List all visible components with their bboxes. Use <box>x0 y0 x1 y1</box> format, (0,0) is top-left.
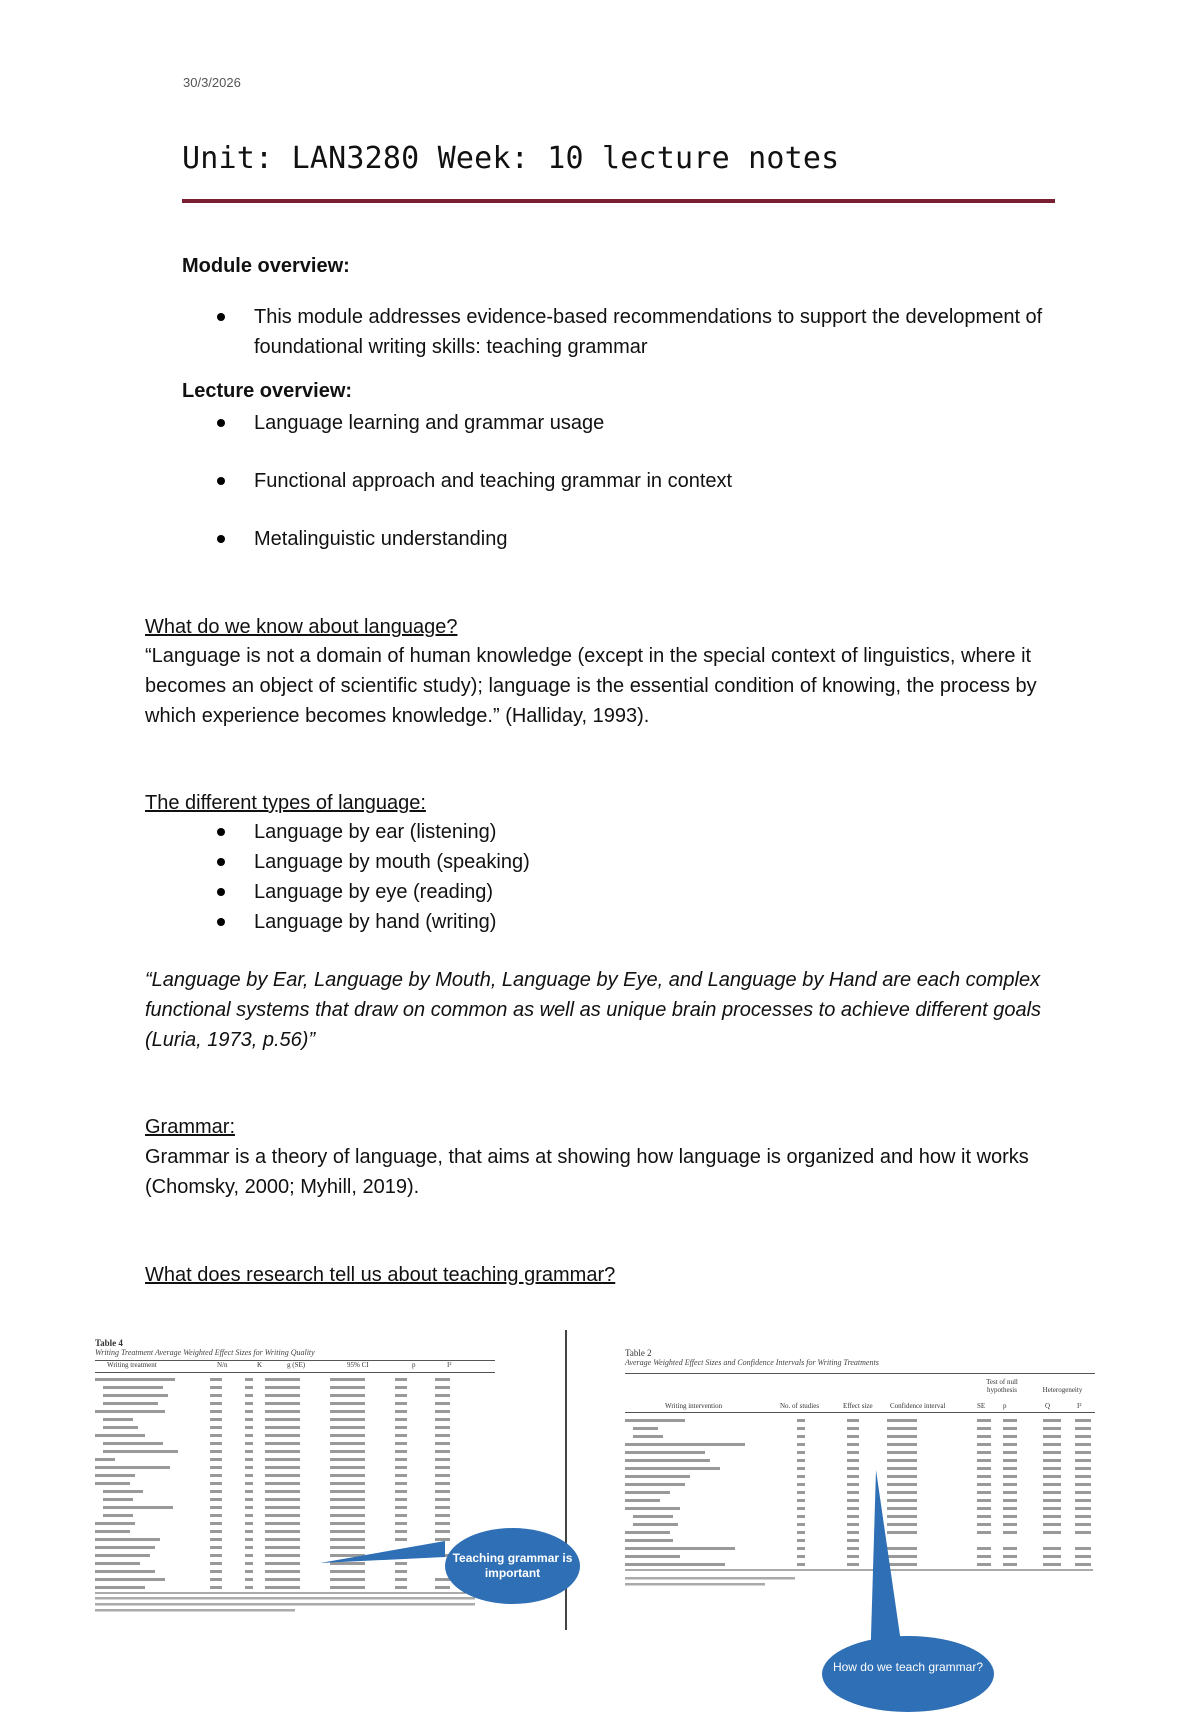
grammar-definition: Grammar is a theory of language, that aims at showing how language is organized and how it works (Chomsky, 2000; Myhill, 2019). <box>145 1146 1029 1198</box>
table-header-row: Test of null hypothesis Heterogeneity Writing intervention No. of studies Effect size Confidence interval SE p Q I² <box>625 1373 1095 1412</box>
list-item: This module addresses evidence-based recommendations to support the development of foundational writing skills: teaching grammar <box>182 302 1052 362</box>
table-body-rows <box>95 1375 495 1615</box>
list-item: Language by hand (writing) <box>182 907 1052 937</box>
table-caption: Writing Treatment Average Weighted Effect Sizes for Writing Quality <box>95 1348 315 1357</box>
table-header-row: Writing treatment N/n K g (SE) 95% CI p I² <box>95 1360 495 1373</box>
table-label: Table 2 <box>625 1348 652 1358</box>
halliday-quote: “Language is not a domain of human knowledge (except in the special context of linguistics, where it becomes an object of scientific study); language is the essential condition of knowing, the process by which experience becomes knowledge.” (Halliday, 1993). <box>145 645 1037 727</box>
know-language-heading: What do we know about language? <box>145 616 458 638</box>
lecture-overview-heading: Lecture overview: <box>182 380 353 402</box>
luria-quote: “Language by Ear, Language by Mouth, Language by Eye, and Language by Hand are each complex functional systems that draw on common as well as unique brain processes to achieve different goals (Luria, 1973, p.56)” <box>145 969 1042 1051</box>
table-label: Table 4 <box>95 1338 123 1348</box>
list-item: Language learning and grammar usage <box>182 408 1052 438</box>
list-item: Language by mouth (speaking) <box>182 847 1052 877</box>
list-item: Language by ear (listening) <box>182 817 1052 847</box>
document-date: 30/3/2026 <box>183 75 241 90</box>
list-item: Metalinguistic understanding <box>182 524 1052 554</box>
page-title: Unit: LAN3280 Week: 10 lecture notes <box>182 141 840 176</box>
module-overview-list <box>182 302 1052 362</box>
types-language-list <box>182 817 1052 937</box>
callout-how-teach-grammar: How do we teach grammar? <box>822 1636 994 1712</box>
list-item: Functional approach and teaching grammar in context <box>182 466 1052 496</box>
types-language-heading: The different types of language: <box>145 792 426 814</box>
effect-size-table-left <box>95 1338 495 1628</box>
title-divider <box>182 199 1055 203</box>
module-overview-heading: Module overview: <box>182 255 350 277</box>
research-heading: What does research tell us about teaching grammar? <box>145 1264 616 1286</box>
grammar-heading: Grammar: <box>145 1116 235 1138</box>
table-caption: Average Weighted Effect Sizes and Confidence Intervals for Writing Treatments <box>625 1358 879 1367</box>
lecture-overview-list <box>182 408 1052 554</box>
callout-teaching-grammar: Teaching grammar is important <box>445 1528 580 1604</box>
list-item: Language by eye (reading) <box>182 877 1052 907</box>
callout-pointer-left <box>320 1535 450 1565</box>
